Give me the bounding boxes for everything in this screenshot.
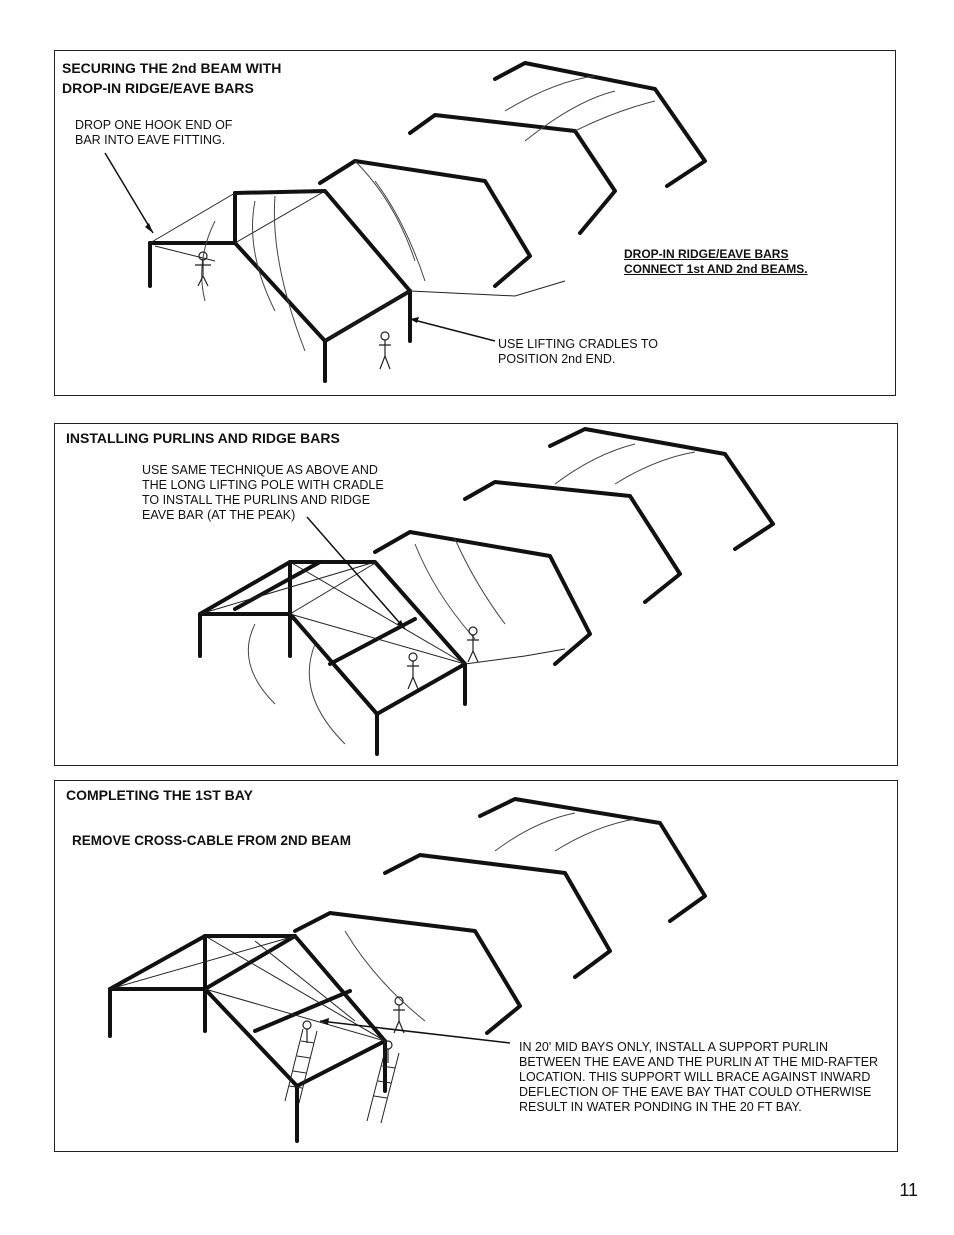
page-number: 11: [899, 1180, 918, 1200]
note-connect-beams: DROP-IN RIDGE/EAVE BARS CONNECT 1st AND 2nd BEAMS.: [624, 247, 808, 276]
panel-completing-bay: [54, 780, 898, 1152]
note-lifting-technique: USE SAME TECHNIQUE AS ABOVE AND THE LONG LIFTING POLE WITH CRADLE TO INSTALL THE PURLINS AND RIDGE EAVE BAR (AT THE PEAK): [142, 463, 384, 522]
panel-securing-beam: [54, 50, 896, 396]
panel-title: SECURING THE 2nd BEAM WITH DROP-IN RIDGE/EAVE BARS: [62, 60, 282, 96]
panel-installing-purlins: [54, 423, 898, 766]
note-drop-hook: DROP ONE HOOK END OF BAR INTO EAVE FITTING.: [75, 118, 233, 147]
panel-subtitle: REMOVE CROSS-CABLE FROM 2ND BEAM: [72, 833, 352, 848]
note-lifting-cradles: USE LIFTING CRADLES TO POSITION 2nd END.: [498, 337, 658, 366]
note-support-purlin: IN 20' MID BAYS ONLY, INSTALL A SUPPORT PURLIN BETWEEN THE EAVE AND THE PURLIN AT THE MID-RAFTER LOCATION. THIS SUPPORT WILL BRACE AGAINST INWARD DEFLECTION OF THE EAVE BAY THAT COULD OTHERWISE RESULT IN WATER PONDING IN THE 20 FT BAY.: [519, 1040, 879, 1114]
panel-title: COMPLETING THE 1ST BAY: [66, 787, 253, 803]
illustration-securing-beam: [55, 51, 897, 397]
panel-title: INSTALLING PURLINS AND RIDGE BARS: [66, 430, 340, 446]
